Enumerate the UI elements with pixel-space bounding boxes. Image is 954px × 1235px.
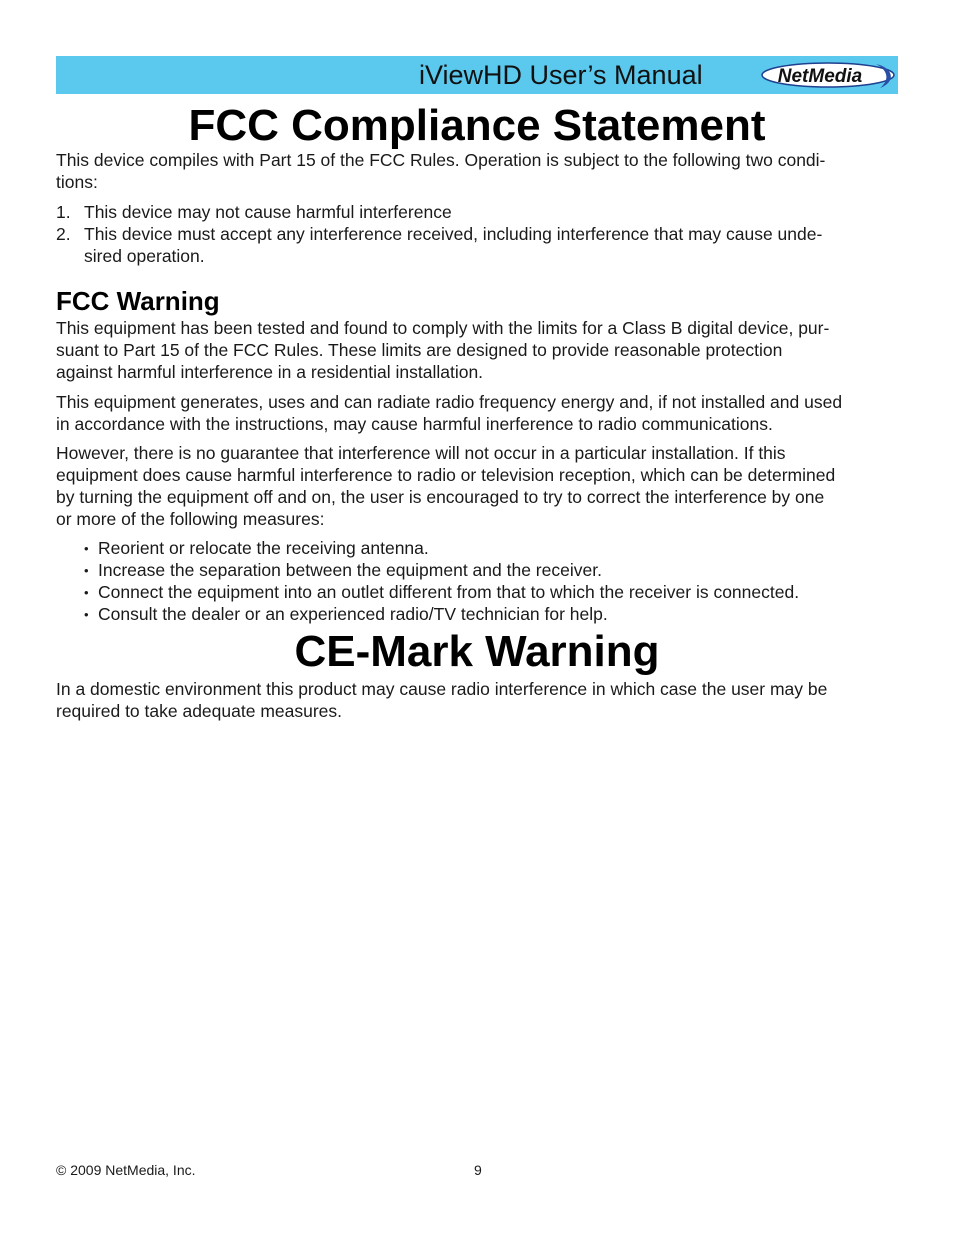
- fcc-compliance-heading: FCC Compliance Statement: [188, 101, 766, 150]
- text-line: However, there is no guarantee that interference will not occur in a particular installation. If this: [56, 443, 786, 463]
- list-number: 2.: [56, 224, 71, 244]
- netmedia-logo: [744, 56, 898, 94]
- measure-item: Reorient or relocate the receiving antenna.: [98, 538, 429, 558]
- text-line: suant to Part 15 of the FCC Rules. These limits are designed to provide reasonable protection: [56, 340, 783, 360]
- text-line: In a domestic environment this product may cause radio interference in which case the user may be: [56, 679, 828, 699]
- list-number: 1.: [56, 202, 71, 222]
- condition-item: This device must accept any interference received, including interference that may cause unde-: [84, 224, 823, 244]
- text-line: This equipment has been tested and found to comply with the limits for a Class B digital device, pur-: [56, 318, 830, 338]
- fcc-warning-paragraph-2: [56, 391, 898, 435]
- text-line: This device compiles with Part 15 of the FCC Rules. Operation is subject to the following two condi-: [56, 150, 826, 170]
- measure-item: Consult the dealer or an experienced radio/TV technician for help.: [98, 604, 608, 624]
- manual-title: iViewHD User’s Manual: [419, 60, 703, 90]
- condition-item-continued: sired operation.: [84, 246, 205, 266]
- fcc-warning-heading: FCC Warning: [56, 286, 220, 316]
- text-line: by turning the equipment off and on, the user is encouraged to try to correct the interference by one: [56, 487, 825, 507]
- text-line: required to take adequate measures.: [56, 701, 343, 721]
- text-line: equipment does cause harmful interference to radio or television reception, which can be determined: [56, 465, 836, 485]
- fcc-warning-paragraph-3: [56, 442, 898, 530]
- text-line: in accordance with the instructions, may cause harmful inerference to radio communications.: [56, 414, 773, 434]
- footer-copyright: © 2009 NetMedia, Inc.: [56, 1162, 196, 1178]
- page-number: 9: [474, 1162, 482, 1178]
- logo-text: NetMedia: [777, 66, 863, 87]
- ce-mark-heading: CE-Mark Warning: [294, 627, 660, 676]
- ce-paragraph: [56, 678, 898, 722]
- measure-item: Increase the separation between the equipment and the receiver.: [98, 560, 602, 580]
- condition-item: This device may not cause harmful interference: [84, 202, 452, 222]
- bullet-icon: •: [84, 563, 89, 578]
- bullet-icon: •: [84, 541, 89, 556]
- text-line: against harmful interference in a residential installation.: [56, 362, 484, 382]
- text-line: or more of the following measures:: [56, 509, 325, 529]
- fcc-intro-paragraph: [56, 149, 898, 193]
- text-line: tions:: [56, 172, 98, 192]
- bullet-icon: •: [84, 607, 89, 622]
- bullet-icon: •: [84, 585, 89, 600]
- fcc-warning-paragraph-1: [56, 317, 898, 383]
- measure-item: Connect the equipment into an outlet different from that to which the receiver is connected.: [98, 582, 800, 602]
- text-line: This equipment generates, uses and can radiate radio frequency energy and, if not installed and used: [56, 392, 843, 412]
